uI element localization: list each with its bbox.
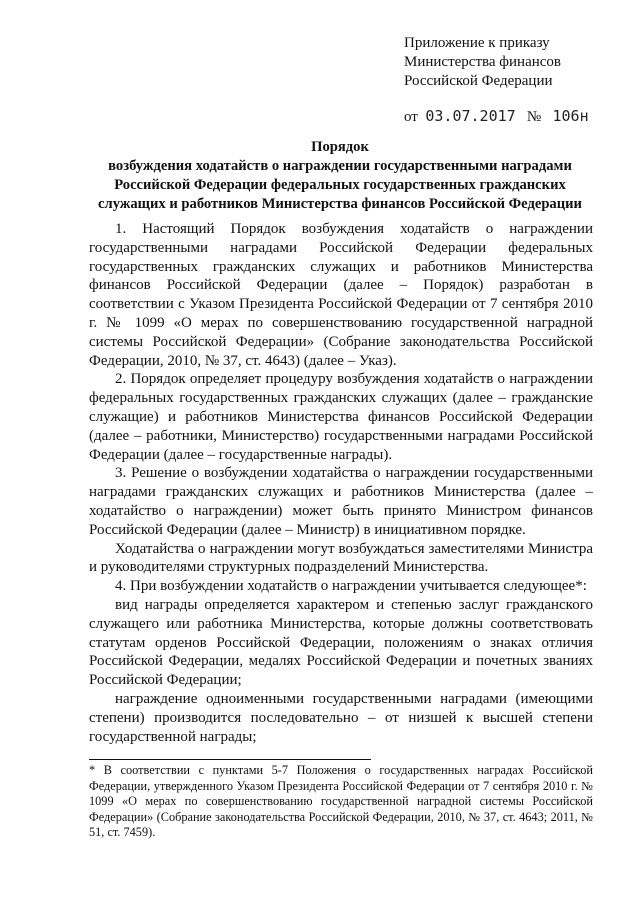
paragraph: 3. Решение о возбуждении ходатайства о награждении государственными наградами гражданских служащих и работников Министерства (далее – ходатайство о награждении) может быть принято Министром финансов Российской Федерации (далее – Министр) в инициативном порядке.: [89, 465, 593, 538]
paragraph: награждение одноименными государственными наградами (имеющими степени) производится последовательно – от низшей к высшей степени государственной награды;: [89, 690, 593, 745]
appendix-line: Российской Федерации: [404, 73, 553, 89]
paragraph: вид награды определяется характером и степенью заслуг гражданского служащего или работника Министерства, которые должны соответствовать статутам орденов Российской Федерации, положениям о знаках отличия Российской Федерации, медалях Российской Федерации и почетных званиях Российской Федерации;: [89, 596, 593, 689]
footnote-divider: [89, 759, 371, 760]
appendix-block: [404, 34, 561, 91]
order-date-number: [404, 107, 589, 126]
order-number: 106н: [552, 107, 589, 125]
paragraph: Ходатайства о награждении могут возбуждаться заместителями Министра и руководителями структурных подразделений Министерства.: [89, 540, 593, 576]
appendix-line: Министерства финансов: [404, 54, 561, 70]
number-sign: №: [526, 109, 542, 125]
title-line: возбуждения ходатайств о награждении государственными наградами: [108, 158, 572, 174]
document-body: [89, 220, 593, 746]
paragraph: 1. Настоящий Порядок возбуждения ходатайств о награждении государственными наградами Российской Федерации федеральных государственных гражданских служащих и работников Министерства финансов Российской Федерации (далее – Порядок) разработан в соответствии с Указом Президента Российской Федерации от 7 сентября 2010 г. № 1099 «О мерах по совершенствованию государственной наградной системы Российской Федерации» (Собрание законодательства Российской Федерации, 2010, № 37, ст. 4643) (далее – Указ).: [89, 221, 593, 369]
title-line: Российской Федерации федеральных государственных гражданских: [114, 177, 566, 193]
paragraph: 4. При возбуждении ходатайств о награждении учитывается следующее*:: [115, 578, 587, 595]
document-title: [82, 138, 598, 214]
title-heading: Порядок: [311, 139, 369, 155]
footnote: * В соответствии с пунктами 5-7 Положения о государственных наградах Российской Федерации, утвержденного Указом Президента Российской Федерации от 7 сентября 2010 г. № 1099 «О мерах по совершенствованию государственной наградной системы Российской Федерации» (Собрание законодательства Российской Федерации, 2010, № 37, ст. 4643; 2011, № 51, ст. 7459).: [89, 763, 593, 840]
appendix-line: Приложение к приказу: [404, 35, 550, 51]
date-prefix: от: [404, 109, 418, 125]
order-date: 03.07.2017: [425, 107, 516, 125]
paragraph: 2. Порядок определяет процедуру возбуждения ходатайств о награждении федеральных государственных гражданских служащих (далее – гражданские служащие) и работников Министерства финансов Российской Федерации (далее – работники, Министерство) государственными наградами Российской Федерации (далее – государственные награды).: [89, 371, 593, 463]
title-line: служащих и работников Министерства финансов Российской Федерации: [98, 196, 582, 212]
